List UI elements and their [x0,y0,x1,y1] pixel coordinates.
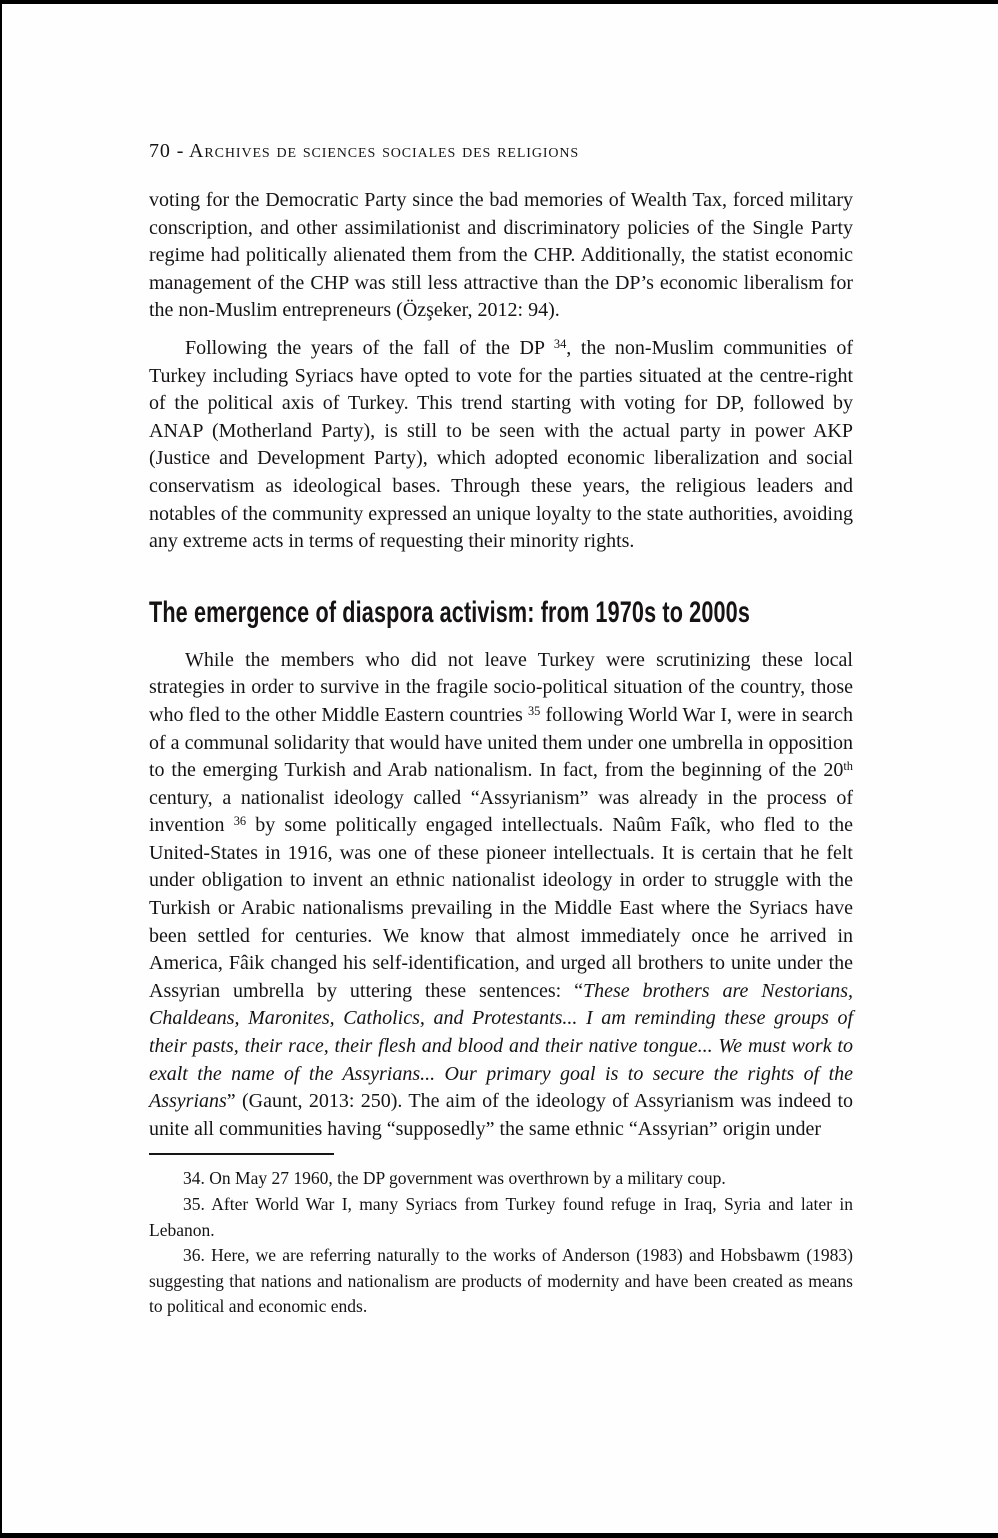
footnote-ref: 34 [553,336,567,351]
footnote-36: 36. Here, we are referring naturally to the works of Anderson (1983) and Hobsbawm (1983) suggesting that nations and nationalism are products of modernity and have been created as means to political and economic ends. [149,1245,853,1317]
text-run: While the members who did not leave Turkey were scrutinizing these local strategies in order to survive in the fragile socio-political situation of the country, those who fled to the other Middle Eastern countries [149,648,853,726]
running-header: 70 - Archives de sciences sociales des religions [149,140,580,162]
footnotes-block [149,1153,853,1320]
footnote-ref: 36 [233,814,247,829]
page-content [149,140,853,1320]
text-run: voting for the Democratic Party since the bad memories of Wealth Tax, forced military conscription, and other assimilationist and discriminatory policies of the Single Party regime had politically alienated them from the CHP. Additionally, the statist economic management of the CHP was still less attractive than the DP’s economic liberalism for the non-Muslim entrepreneurs (Özşeker, 2012: 94). [149,189,853,322]
footnote-ref: th [843,758,853,773]
paragraph [149,335,853,556]
text-run: ” (Gaunt, 2013: 250). The aim of the ideology of Assyrianism was indeed to unite all communities having “supposedly” the same ethnic “Assyrian” origin under [149,1090,853,1140]
section-heading: The emergence of diaspora activism: from 1970s to 2000s [149,595,750,629]
footnote-35: 35. After World War I, many Syriacs from Turkey found refuge in Iraq, Syria and later in Lebanon. [149,1194,853,1240]
paragraph [149,647,853,1144]
footnote-34: 34. On May 27 1960, the DP government was overthrown by a military coup. [183,1168,726,1189]
footnote-ref: 35 [527,703,541,718]
text-run: , the non-Muslim communities of Turkey including Syriacs have opted to vote for the parties situated at the centre-right of the political axis of Turkey. This trend starting with voting for DP, followed by ANAP (Motherland Party), is still to be seen with the actual party in power AKP (Justice and Development Party), which adopted economic liberalization and social conservatism as ideological bases. Through these years, the religious leaders and notables of the community expressed an unique loyalty to the state authorities, avoiding any extreme acts in terms of requesting their minority rights. [149,336,853,553]
text-run: by some politically engaged intellectuals. Naûm Faîk, who fled to the United-States in 1916, was one of these pioneer intellectuals. It is certain that he felt under obligation to invent an ethnic nationalist ideology in order to struggle with the Turkish or Arabic nationalisms prevailing in the Middle East where the Syriacs have been settled for centuries. We know that almost immediately once he arrived in America, Fâik changed his self-identification, and urged all brothers to unite under the Assyrian umbrella by uttering these sentences: “ [149,814,854,1002]
text-run: Following the years of the fall of the DP [185,336,554,359]
quoted-italic-text: These brothers are Nestorians, Chaldeans, Maronites, Catholics, and Protestants... I am reminding these groups of their pasts, their race, their flesh and blood and their native tongue... We must work to exalt the name of the Assyrians... Our primary goal is to secure the rights of the Assyrians [149,979,853,1113]
footnote-separator [149,1153,334,1155]
text-run: century, a nationalist ideology called “Assyrianism” was already in the process of invention [149,786,853,837]
text-run: following World War I, were in search of a communal solidarity that would have united them under one umbrella in opposition to the emerging Turkish and Arab nationalism. In fact, from the beginning of the 20 [149,703,853,782]
paragraph-continuation [149,187,853,325]
